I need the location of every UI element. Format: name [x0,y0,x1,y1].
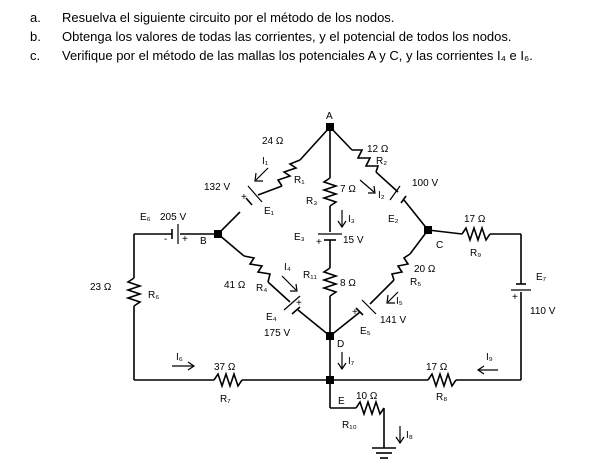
polarity-e3-plus: + [316,237,322,248]
resistor-r7-zigzag [214,374,242,386]
arrow-icon-i1 [255,168,268,181]
polarity-e4-plus: + [296,298,302,309]
r1-name: R₁ [294,175,305,186]
wire-r1-e1 [258,186,282,195]
e3-value: 15 V [343,235,364,246]
e3-name: E₃ [294,232,305,243]
e5-value: 141 V [380,315,407,326]
r2-name: R₂ [376,156,388,167]
node-c-dot [424,226,432,234]
current-label-i4: I₄ [284,262,291,273]
resistor-r11-zigzag [324,268,336,296]
e4-name: E₄ [266,312,277,323]
current-label-i3: I₃ [348,214,355,225]
resistor-r5-zigzag [392,254,410,280]
resistor-r6-zigzag [128,278,140,306]
r10-name: R₁₀ [342,420,357,431]
arrow-icon-i8 [396,426,404,443]
r7-name: R₇ [220,394,231,405]
e2-value: 100 V [412,178,439,189]
r5-name: R₅ [410,277,422,288]
current-label-i1: I₁ [262,156,269,167]
e1-value: 132 V [204,182,231,193]
node-d-dot [326,332,334,340]
question-letter: b. [30,29,41,44]
r6-name: R₆ [148,290,160,301]
e6-name: E₆ [140,212,151,223]
r1-value: 24 Ω [262,136,284,147]
wire-r2-e2 [376,172,398,192]
node-a-dot [326,123,334,131]
arrow-icon-i6 [172,362,194,370]
r2-value: 12 Ω [367,144,389,155]
wire-r4-e4 [268,282,290,302]
e1-name: E₁ [264,206,275,217]
node-label-b: B [200,236,207,247]
wire-a-r1 [300,127,330,160]
battery-e1-plate-short [246,198,252,205]
question-text: Resuelva el siguiente circuito por el método de los nodos. [62,10,395,25]
arrow-icon-i2 [360,180,375,193]
e4-value: 175 V [264,328,291,339]
r10-value: 10 Ω [356,391,378,402]
r3-name: R₃ [306,196,318,207]
arrow-icon-i7 [338,352,346,369]
e5-name: E₅ [360,326,371,337]
battery-e5-plate-long [362,300,376,314]
r4-name: R₄ [256,283,268,294]
wire-c-r9 [428,230,462,234]
e2-name: E₂ [388,214,399,225]
resistor-r9-zigzag [462,228,490,240]
e7-value: 110 V [530,306,556,317]
question-text: Obtenga los valores de todas las corrientes, y el potencial de todos los nodos. [62,29,512,44]
arrow-icon-i9 [478,366,498,374]
polarity-e6-minus: - [164,234,168,245]
current-label-i8: I₈ [406,430,413,441]
resistor-r8-zigzag [428,374,456,386]
r8-value: 17 Ω [426,362,448,373]
current-label-i2: I₂ [378,190,385,201]
r11-name: R₁₁ [303,270,317,281]
polarity-e6-plus: + [182,234,188,245]
node-label-d: D [337,339,345,350]
question-text: Verifique por el método de las mallas los potenciales A y C, y las corrientes I₄ e I₆. [62,48,533,63]
current-label-i9: I₉ [486,352,493,363]
current-label-i7: I₇ [348,356,355,367]
r11-value: 8 Ω [340,278,356,289]
e7-name: E₇ [536,272,547,283]
question-letter: c. [30,48,41,63]
node-label-e: E [338,396,345,407]
question-letter: a. [30,10,41,25]
current-label-i6: I₆ [176,352,183,363]
resistor-r4-zigzag [244,256,270,282]
r9-name: R₉ [470,248,482,259]
r7-value: 37 Ω [214,362,236,373]
e6-value: 205 V [160,212,187,223]
wire-e2-c [404,200,428,230]
r4-value: 41 Ω [224,280,246,291]
r9-value: 17 Ω [464,214,486,225]
polarity-e1-plus: + [241,192,247,203]
r8-name: R₈ [436,392,448,403]
battery-e2-plate-long [390,186,400,200]
resistor-r3-zigzag [324,178,336,206]
r6-value: 23 Ω [90,282,112,293]
arrow-icon-i4 [282,276,297,291]
current-label-i5: I₅ [396,296,403,307]
node-b-dot [214,230,222,238]
polarity-e7-plus: + [512,292,518,303]
r5-value: 20 Ω [414,264,436,275]
arrow-icon-i3 [338,210,346,227]
node-dbottom-dot [326,376,334,384]
node-label-a: A [326,111,333,122]
r3-value: 7 Ω [340,184,356,195]
resistor-r10-zigzag [356,402,384,414]
wire-e4-d [298,310,330,336]
node-label-c: C [436,240,444,251]
polarity-e5-plus: + [352,307,358,318]
